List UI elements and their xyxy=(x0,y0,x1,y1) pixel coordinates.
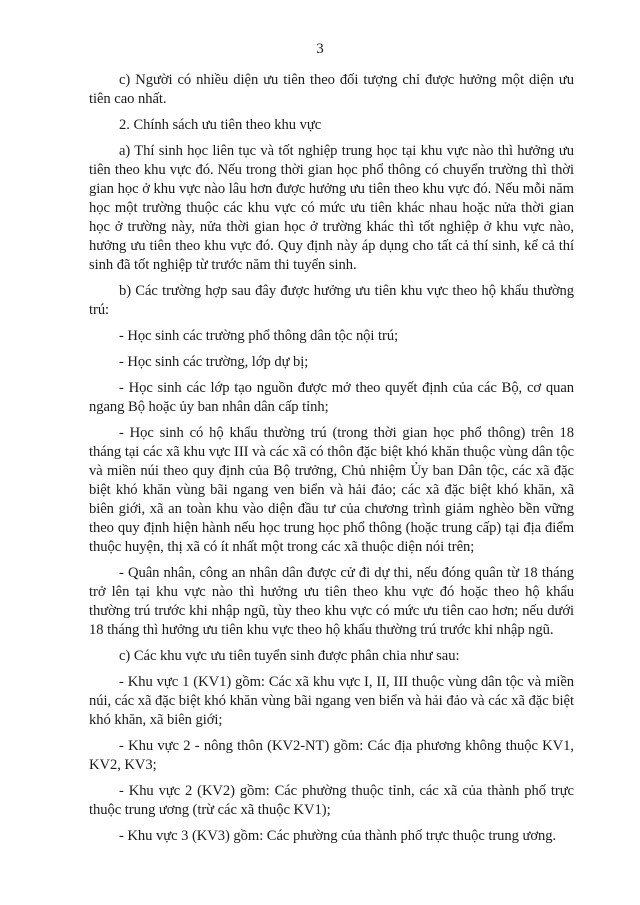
list-item-household-18-months: - Học sinh có hộ khẩu thường trú (trong thời gian học phổ thông) trên 18 tháng tại các xã khu vực III và các xã có thôn đặc biệt khó khăn thuộc vùng dân tộc và miền núi theo quy định của Bộ trưởng, Chủ nhiệm Ủy ban Dân tộc, các xã đặc biệt khó khăn vùng bãi ngang ven biển và hải đảo; các xã đặc biệt khó khăn, xã biên giới, xã an toàn khu vào diện đầu tư của chương trình giảm nghèo bền vững theo quy định hiện hành nếu học trung học phổ thông (hoặc trung cấp) tại địa điểm thuộc huyện, thị xã có ít nhất một trong các xã thuộc diện nói trên; xyxy=(89,425,574,555)
section-heading-regional-priority: 2. Chính sách ưu tiên theo khu vực xyxy=(119,117,322,133)
list-item-kv1: - Khu vực 1 (KV1) gồm: Các xã khu vực I, II, III thuộc vùng dân tộc và miền núi, các xã đặc biệt khó khăn vùng bãi ngang ven biển và hải đảo và các xã đặc biệt khó khăn, xã biên giới; xyxy=(89,674,574,728)
paragraph-priority-single-category: c) Người có nhiều diện ưu tiên theo đối tượng chỉ được hưởng một diện ưu tiên cao nhất. xyxy=(89,72,574,107)
paragraph-household-cases-b: b) Các trường hợp sau đây được hưởng ưu tiên khu vực theo hộ khẩu thường trú: xyxy=(89,283,574,318)
paragraph-regional-rule-a: a) Thí sinh học liên tục và tốt nghiệp trung học tại khu vực nào thì hưởng ưu tiên theo khu vực đó. Nếu trong thời gian học phổ thông có chuyển trường thì thời gian học ở khu vực nào lâu hơn được hưởng ưu tiên theo khu vực đó. Nếu mỗi năm học một trường thuộc các khu vực có mức ưu tiên khác nhau hoặc nửa thời gian học ở trường này, nửa thời gian học ở trường khác thì tốt nghiệp ở khu vực nào, hưởng ưu tiên theo khu vực đó. Quy định này áp dụng cho tất cả thí sinh, kể cả thí sinh đã tốt nghiệp từ trước năm thi tuyển sinh. xyxy=(89,143,574,273)
page-number: 3 xyxy=(316,41,324,57)
list-item-military-police: - Quân nhân, công an nhân dân được cử đi dự thi, nếu đóng quân từ 18 tháng trở lên tại khu vực nào thì hưởng ưu tiên theo khu vực đó hoặc theo hộ khẩu thường trú trước khi nhập ngũ, tùy theo khu vực có mức ưu tiên cao hơn; nếu dưới 18 tháng thì hưởng ưu tiên khu vực theo hộ khẩu thường trú trước khi nhập ngũ. xyxy=(89,565,574,638)
paragraph-region-division-c: c) Các khu vực ưu tiên tuyển sinh được phân chia như sau: xyxy=(119,648,460,664)
list-item-kv2: - Khu vực 2 (KV2) gồm: Các phường thuộc tỉnh, các xã của thành phố trực thuộc trung ương (trừ các xã thuộc KV1); xyxy=(89,783,574,818)
list-item-preparatory-schools: - Học sinh các trường, lớp dự bị; xyxy=(119,354,309,370)
list-item-boarding-schools: - Học sinh các trường phổ thông dân tộc nội trú; xyxy=(119,328,399,344)
document-body xyxy=(89,71,574,853)
list-item-kv3: - Khu vực 3 (KV3) gồm: Các phường của thành phố trực thuộc trung ương. xyxy=(119,828,557,844)
list-item-source-classes: - Học sinh các lớp tạo nguồn được mở theo quyết định của các Bộ, cơ quan ngang Bộ hoặc ủy ban nhân dân cấp tỉnh; xyxy=(89,380,574,415)
list-item-kv2-nt: - Khu vực 2 - nông thôn (KV2-NT) gồm: Các địa phương không thuộc KV1, KV2, KV3; xyxy=(89,738,574,773)
